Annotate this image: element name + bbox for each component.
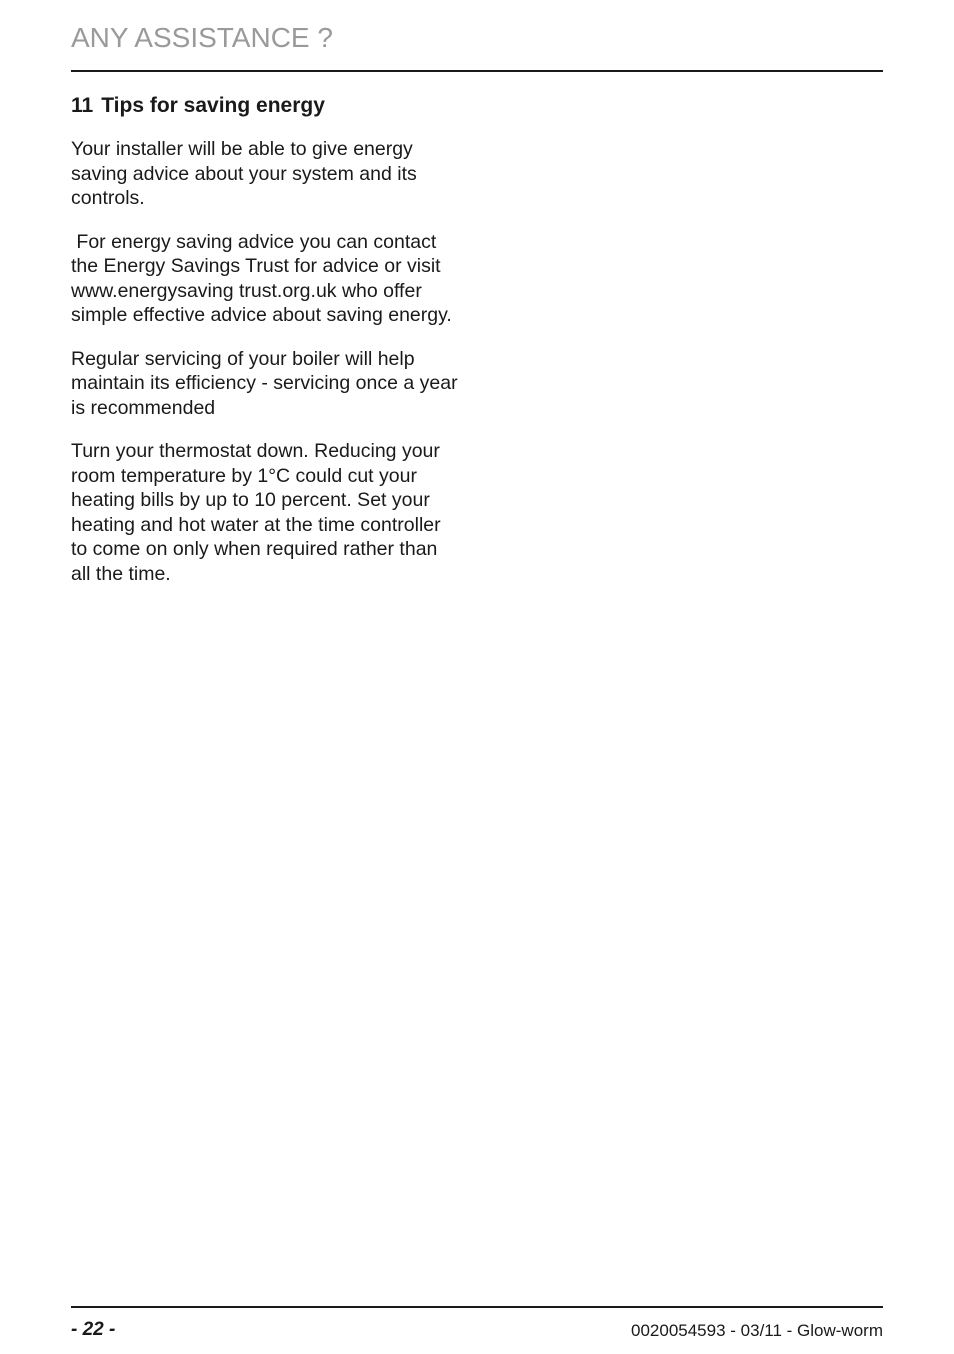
document-reference: 0020054593 - 03/11 - Glow-worm [631, 1321, 883, 1340]
header-divider [71, 70, 883, 72]
paragraph-thermostat: Turn your thermostat down. Reducing your room temperature by 1°C could cut your heating bills by up to 10 percent. Set your heating and hot water at the time controller to come on only when required rather than all the time. [71, 440, 441, 585]
section-heading [71, 92, 325, 120]
section-title: Tips for saving energy [101, 94, 325, 117]
page-number: - 22 - [71, 1319, 116, 1340]
paragraph-regular-servicing: Regular servicing of your boiler will help maintain its efficiency - servicing once a year is recommended [71, 347, 458, 419]
paragraph-energy-savings-trust: For energy saving advice you can contact the Energy Savings Trust for advice or visit www.energysaving trust.org.uk who offer simple effective advice about saving energy. [71, 230, 452, 326]
footer-divider [71, 1306, 883, 1308]
section-number: 11 [71, 94, 94, 117]
section-body [71, 137, 461, 605]
page-header-title: ANY ASSISTANCE ? [71, 22, 333, 53]
paragraph-installer-advice: Your installer will be able to give energy saving advice about your system and its controls. [71, 138, 417, 209]
